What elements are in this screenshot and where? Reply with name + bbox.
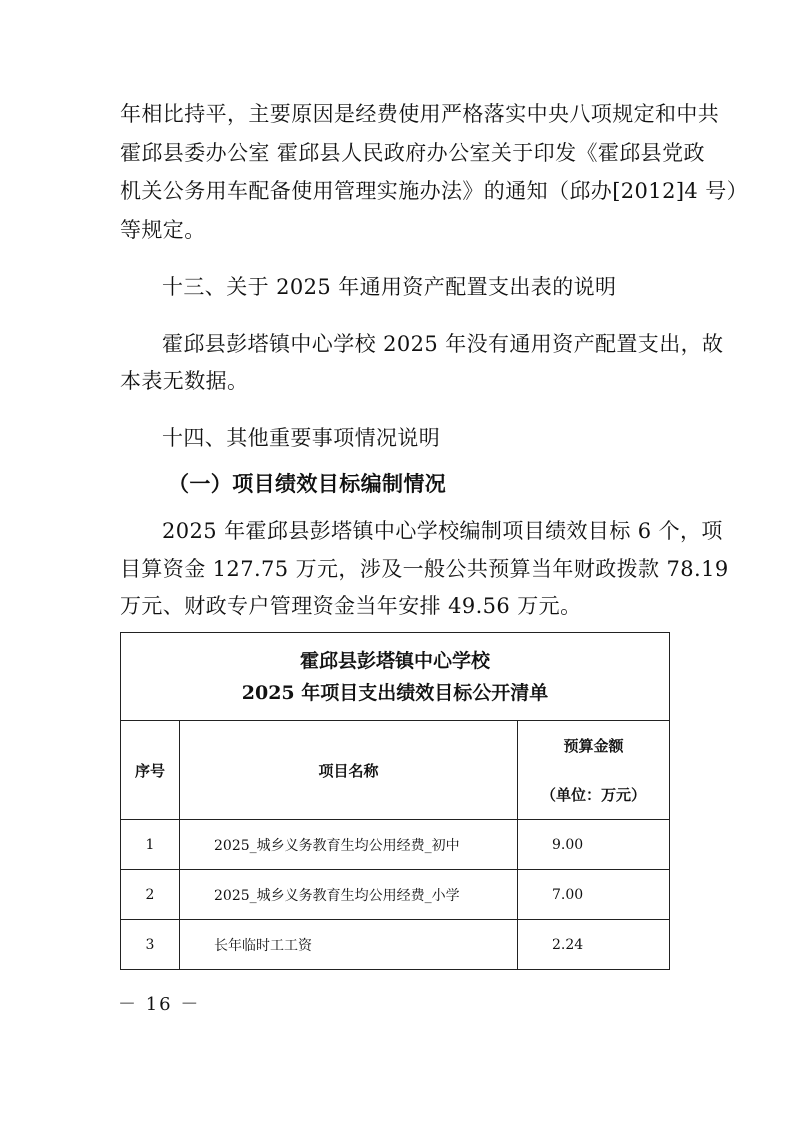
table-title (121, 633, 670, 721)
performance-goals-table (120, 632, 670, 970)
header-name: 项目名称 (180, 721, 518, 820)
subsection-heading: （一）项目绩效目标编制情况 (168, 472, 447, 496)
row-name: 2025_城乡义务教育生均公用经费_小学 (180, 870, 518, 920)
paragraph-line-5: 霍邱县彭塔镇中心学校 2025 年没有通用资产配置支出，故 (162, 332, 724, 356)
section-heading-14: 十四、其他重要事项情况说明 (162, 426, 441, 450)
paragraph-line-4: 等规定。 (120, 218, 206, 242)
row-amount: 9.00 (518, 820, 670, 870)
paragraph-line-9: 万元、财政专户管理资金当年安排 49.56 万元。 (120, 594, 582, 618)
table-row (121, 920, 670, 970)
table-title-line-1: 霍邱县彭塔镇中心学校 (299, 649, 490, 672)
paragraph-line-7: 2025 年霍邱县彭塔镇中心学校编制项目绩效目标 6 个，项 (162, 519, 723, 543)
table-row (121, 820, 670, 870)
paragraph-line-6: 本表无数据。 (120, 369, 249, 393)
row-name: 长年临时工工资 (180, 920, 518, 970)
table-title-line-2: 2025 年项目支出绩效目标公开清单 (241, 681, 549, 704)
paragraph-line-3: 机关公务用车配备使用管理实施办法》的通知（邱办[2012]4 号） (120, 179, 749, 203)
header-no: 序号 (121, 721, 180, 820)
row-name: 2025_城乡义务教育生均公用经费_初中 (180, 820, 518, 870)
row-no: 3 (121, 920, 180, 970)
header-amount (518, 721, 670, 820)
row-amount: 7.00 (518, 870, 670, 920)
paragraph-line-2: 霍邱县委办公室 霍邱县人民政府办公室关于印发《霍邱县党政 (120, 141, 705, 165)
paragraph-line-8: 目算资金 127.75 万元，涉及一般公共预算当年财政拨款 78.19 (120, 557, 729, 581)
table-row (121, 870, 670, 920)
header-amount-unit: （单位：万元） (540, 786, 646, 804)
row-amount: 2.24 (518, 920, 670, 970)
section-heading-13: 十三、关于 2025 年通用资产配置支出表的说明 (162, 275, 617, 299)
header-amount-label: 预算金额 (563, 737, 624, 755)
row-no: 1 (121, 820, 180, 870)
paragraph-line-1: 年相比持平，主要原因是经费使用严格落实中央八项规定和中共 (120, 102, 720, 126)
row-no: 2 (121, 870, 180, 920)
page-number: － 16 － (118, 994, 201, 1015)
